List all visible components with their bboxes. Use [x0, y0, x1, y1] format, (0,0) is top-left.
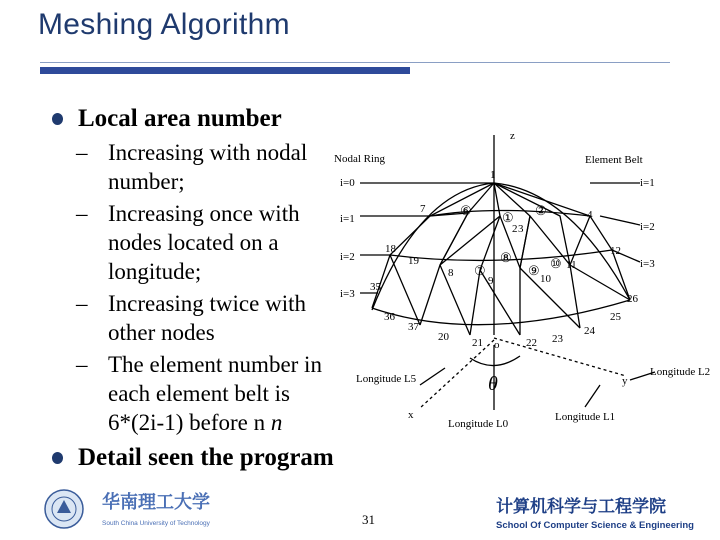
origin-label: o [494, 339, 500, 351]
ring-label: i=3 [340, 288, 355, 300]
element-number: ⑨ [528, 263, 540, 278]
meridian [494, 183, 630, 300]
node-number: 3 [518, 223, 524, 235]
bullet-dot-icon [52, 113, 63, 125]
sub-bullet-line: Increasing with nodal [108, 140, 308, 165]
element-belt-label: Element Belt [585, 154, 643, 166]
sub-bullet-line: number; [108, 169, 185, 194]
title-rule-thick [40, 67, 410, 74]
theta-arc [470, 356, 520, 366]
node-n-text: n [270, 410, 283, 435]
x-axis-label: x [408, 409, 414, 421]
school-name-en: School Of Computer Science & Engineering [496, 520, 694, 531]
node-number: 11 [566, 259, 577, 271]
leader-line [600, 216, 640, 225]
dome-outline [372, 183, 630, 310]
element-number: ① [502, 210, 514, 225]
element-number: ⑦ [474, 263, 486, 278]
sub-bullet-line: other nodes [108, 320, 215, 345]
nodal-ring-label: Nodal Ring [334, 153, 386, 165]
node-number: 23 [552, 333, 563, 345]
node-number: 8 [448, 267, 454, 279]
dash-icon: – [76, 291, 88, 316]
node-number: 2 [512, 223, 518, 235]
node-number: 19 [408, 255, 419, 267]
node-number: 22 [526, 337, 537, 349]
sub-bullet-line: Increasing twice with [108, 291, 306, 316]
sub-bullet-line: longitude; [108, 259, 202, 284]
sub-bullet [40, 138, 360, 196]
mesh-diagram [318, 125, 718, 445]
theta-label: θ [488, 373, 498, 395]
node-number: 36 [384, 311, 395, 323]
longitude-l5-label: Longitude L5 [356, 373, 417, 385]
x-axis-line [420, 340, 494, 408]
node-number: 24 [584, 325, 595, 337]
page-number: 31 [362, 512, 375, 527]
dash-icon: – [76, 201, 88, 226]
element-number: ⑩ [550, 256, 562, 271]
bullet-text: Local area number [78, 105, 282, 132]
bullet-text: Detail seen the program [78, 444, 334, 471]
university-logo [42, 486, 252, 532]
sub-bullet [40, 289, 360, 347]
node-number: 12 [610, 245, 621, 257]
university-name-en: South China University of Technology [102, 520, 210, 527]
node-number: 10 [540, 273, 551, 285]
element-number: ② [535, 203, 547, 218]
bullet-list [40, 104, 360, 473]
sub-bullet-line: nodes located on a [108, 230, 279, 255]
bullet-item [40, 443, 360, 473]
node-number: 18 [385, 243, 396, 255]
ring-label: i=2 [340, 251, 355, 263]
school-name-cn: 计算机科学与工程学院 [496, 497, 666, 517]
belt-label: i=2 [640, 221, 655, 233]
bullet-item [40, 104, 360, 134]
sub-bullet [40, 350, 360, 437]
sub-bullet-line: 6*(2i-1) before n n [108, 410, 283, 435]
longitude-l0-label: Longitude L0 [448, 418, 509, 430]
element-number: ⑥ [460, 203, 472, 218]
sub-bullet [40, 199, 360, 286]
node-number: 1 [490, 169, 496, 181]
node-number: 25 [610, 311, 621, 323]
node-number: 9 [488, 275, 494, 287]
dash-icon: – [76, 140, 88, 165]
node-number: 20 [438, 331, 449, 343]
belt-label: i=3 [640, 258, 655, 270]
sub-bullet-line: The element number in [108, 352, 322, 377]
y-axis-label: y [622, 375, 628, 387]
university-name-cn: 华南理工大学 [102, 492, 210, 513]
ring-label: i=1 [340, 213, 355, 225]
node-number: 4 [587, 209, 593, 221]
longitude-l2-label: Longitude L2 [650, 366, 711, 378]
slide-title: Meshing Algorithm [38, 8, 290, 41]
title-rule-thin [40, 62, 670, 63]
university-seal-icon [45, 490, 83, 528]
leader-line [420, 368, 445, 385]
element-number: ⑧ [500, 250, 512, 265]
belt-label: i=1 [640, 177, 655, 189]
ring-label: i=0 [340, 177, 355, 189]
longitude-l1-label: Longitude L1 [555, 411, 616, 423]
sub-bullet-line: Increasing once with [108, 201, 300, 226]
node-number: 35 [370, 281, 381, 293]
z-axis-label: z [510, 130, 515, 142]
node-number: 37 [408, 321, 419, 333]
sub-bullet-line: each element belt is [108, 381, 291, 406]
mesh-lines [360, 135, 655, 410]
school-logo [490, 492, 712, 536]
bullet-dot-icon [52, 452, 63, 464]
node-number: 21 [472, 337, 483, 349]
node-number: 26 [627, 293, 638, 305]
dash-icon: – [76, 352, 88, 377]
leader-line [585, 385, 600, 407]
node-number: 7 [420, 203, 426, 215]
